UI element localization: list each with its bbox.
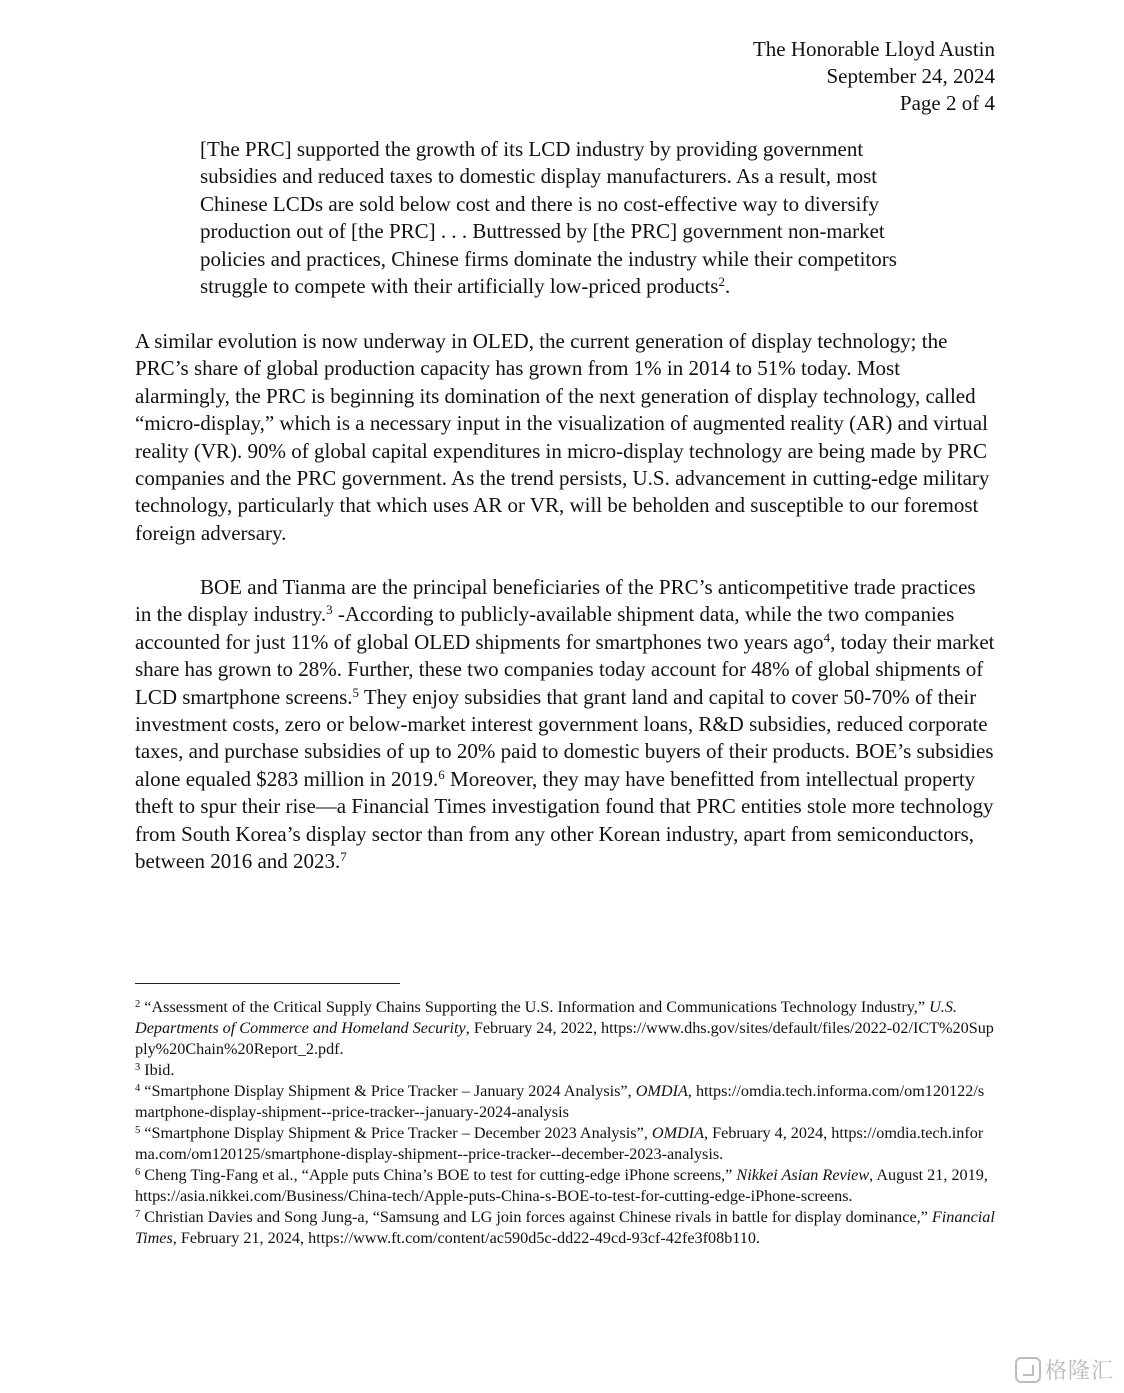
- footnote-details: , February 21, 2024, https://www.ft.com/content/ac590d5c-dd22-49cd-93cf-42fe3f08b110.: [172, 1229, 761, 1247]
- footnote: [135, 1123, 995, 1165]
- footnote-text: “Smartphone Display Shipment & Price Tracker – January 2024 Analysis”,: [144, 1082, 636, 1100]
- paragraph-boe-tianma: [135, 574, 997, 875]
- block-quote: [200, 136, 940, 300]
- watermark-text: 格隆汇: [1044, 1359, 1114, 1384]
- footnote-number: 4: [135, 1083, 141, 1094]
- footnote-ref-2: 2: [718, 274, 725, 290]
- footnote-source: OMDIA: [651, 1124, 705, 1142]
- footnote-text: Cheng Ting-Fang et al., “Apple puts China’s BOE to test for cutting-edge iPhone screens,”: [144, 1166, 737, 1184]
- footnote-text: Ibid.: [144, 1061, 175, 1079]
- para2-sentence-5: Moreover, they may have benefitted from intellectual property theft to spur their rise—a Financial Times investigation found that PRC entities stole more technology from South Korea’s display sector than from any other Korean industry, apart from semiconductors, between 2016 and 2023.: [135, 766, 994, 874]
- footnote-details: , February 24, 2022, https://www.dhs.gov/sites/default/files/2022-02/ICT%20Supply%20Chain%20Report_2.pdf.: [135, 1019, 994, 1058]
- footnote-source: OMDIA: [635, 1082, 688, 1100]
- footnote: [135, 1165, 995, 1207]
- footnote-ref-4: 4: [823, 629, 831, 645]
- footnote-number: 3: [135, 1062, 141, 1073]
- footnote: [135, 1060, 995, 1081]
- footnote-number: 7: [135, 1209, 141, 1220]
- footnote-number: 2: [135, 999, 141, 1010]
- footnote-ref-5: 5: [352, 684, 360, 700]
- footnote-number: 5: [135, 1125, 141, 1136]
- para2-sentence-4: They enjoy subsidies that grant land and capital to cover 50-70% of their investment costs, zero or below-market interest government loans, R&D subsidies, reduced corporate taxes, and purchase subsidies of up to 20% paid to domestic buyers of their products. BOE’s subsidies alone equaled $283 million in 2019.: [135, 684, 994, 791]
- footnote-text: “Smartphone Display Shipment & Price Tracker – December 2023 Analysis”,: [144, 1124, 652, 1142]
- footnote-details: , August 21, 2019, https://asia.nikkei.com/Business/China-tech/Apple-puts-China-s-BOE-to-test-for-cutting-edge-iPhone-screens.: [135, 1166, 988, 1205]
- footnote-source: U.S. Departments of Commerce and Homeland Security: [135, 998, 957, 1037]
- footnote-separator: [135, 983, 400, 984]
- footnote-source: Nikkei Asian Review: [736, 1166, 870, 1184]
- header-date: September 24, 2024: [826, 64, 995, 88]
- footnote-details: , https://omdia.tech.informa.com/om120122/smartphone-display-shipment--price-tracker--january-2024-analysis: [135, 1082, 985, 1121]
- quote-end: .: [724, 274, 731, 299]
- footnote-details: , February 4, 2024, https://omdia.tech.informa.com/om120125/smartphone-display-shipment--price-tracker--december-2023-analysis.: [135, 1124, 984, 1163]
- footnote-ref-6: 6: [438, 766, 445, 782]
- footnote-ref-7: 7: [340, 849, 347, 865]
- header-recipient: The Honorable Lloyd Austin: [752, 37, 995, 61]
- para2-sentence-2: -According to publicly-available shipment data, while the two companies accounted for just 11% of global OLED shipments for smartphones two years ago: [135, 602, 955, 654]
- quote-text: [The PRC] supported the growth of its LCD industry by providing government subsidies and reduced taxes to domestic display manufacturers. As a result, most Chinese LCDs are sold below cost and there is no cost-effective way to diversify production out of [the PRC] . . . Buttressed by [the PRC] government non-market policies and practices, Chinese firms dominate the industry while their competitors struggle to compete with their artificially low-priced products: [200, 137, 897, 299]
- footnote-text: Christian Davies and Song Jung-a, “Samsung and LG join forces against Chinese rivals in battle for display dominance,”: [144, 1208, 932, 1226]
- para2-sentence-3: , today their market share has grown to 28%. Further, these two companies today account for 48% of global shipments of LCD smartphone screens.: [135, 629, 995, 709]
- footnote-text: “Assessment of the Critical Supply Chains Supporting the U.S. Information and Communications Technology Industry,”: [144, 998, 930, 1016]
- watermark: [1015, 1354, 1114, 1385]
- glh-logo-icon: [1015, 1357, 1041, 1383]
- footnote: [135, 1207, 995, 1249]
- footnote-ref-3: 3: [326, 602, 333, 618]
- footnotes: [135, 997, 995, 1249]
- paragraph-oled: A similar evolution is now underway in OLED, the current generation of display technology; the PRC’s share of global production capacity has grown from 1% in 2014 to 51% today. Most alarmingly, the PRC is beginning its domination of the next generation of display technology, called “micro-display,” which is a necessary input in the visualization of augmented reality (AR) and virtual reality (VR). 90% of global capital expenditures in micro-display technology are being made by PRC companies and the PRC government. As the trend persists, U.S. advancement in cutting-edge military technology, particularly that which uses AR or VR, will be beholden and susceptible to our foremost foreign adversary.: [135, 329, 990, 545]
- para2-sentence-1: BOE and Tianma are the principal beneficiaries of the PRC’s anticompetitive trade practices in the display industry.: [135, 575, 976, 627]
- footnote: [135, 997, 995, 1060]
- footnote: [135, 1081, 995, 1123]
- footnote-number: 6: [135, 1167, 141, 1178]
- footnote-source: Financial Times: [135, 1208, 995, 1247]
- header-page-number: Page 2 of 4: [899, 91, 995, 115]
- letter-header: [753, 36, 995, 117]
